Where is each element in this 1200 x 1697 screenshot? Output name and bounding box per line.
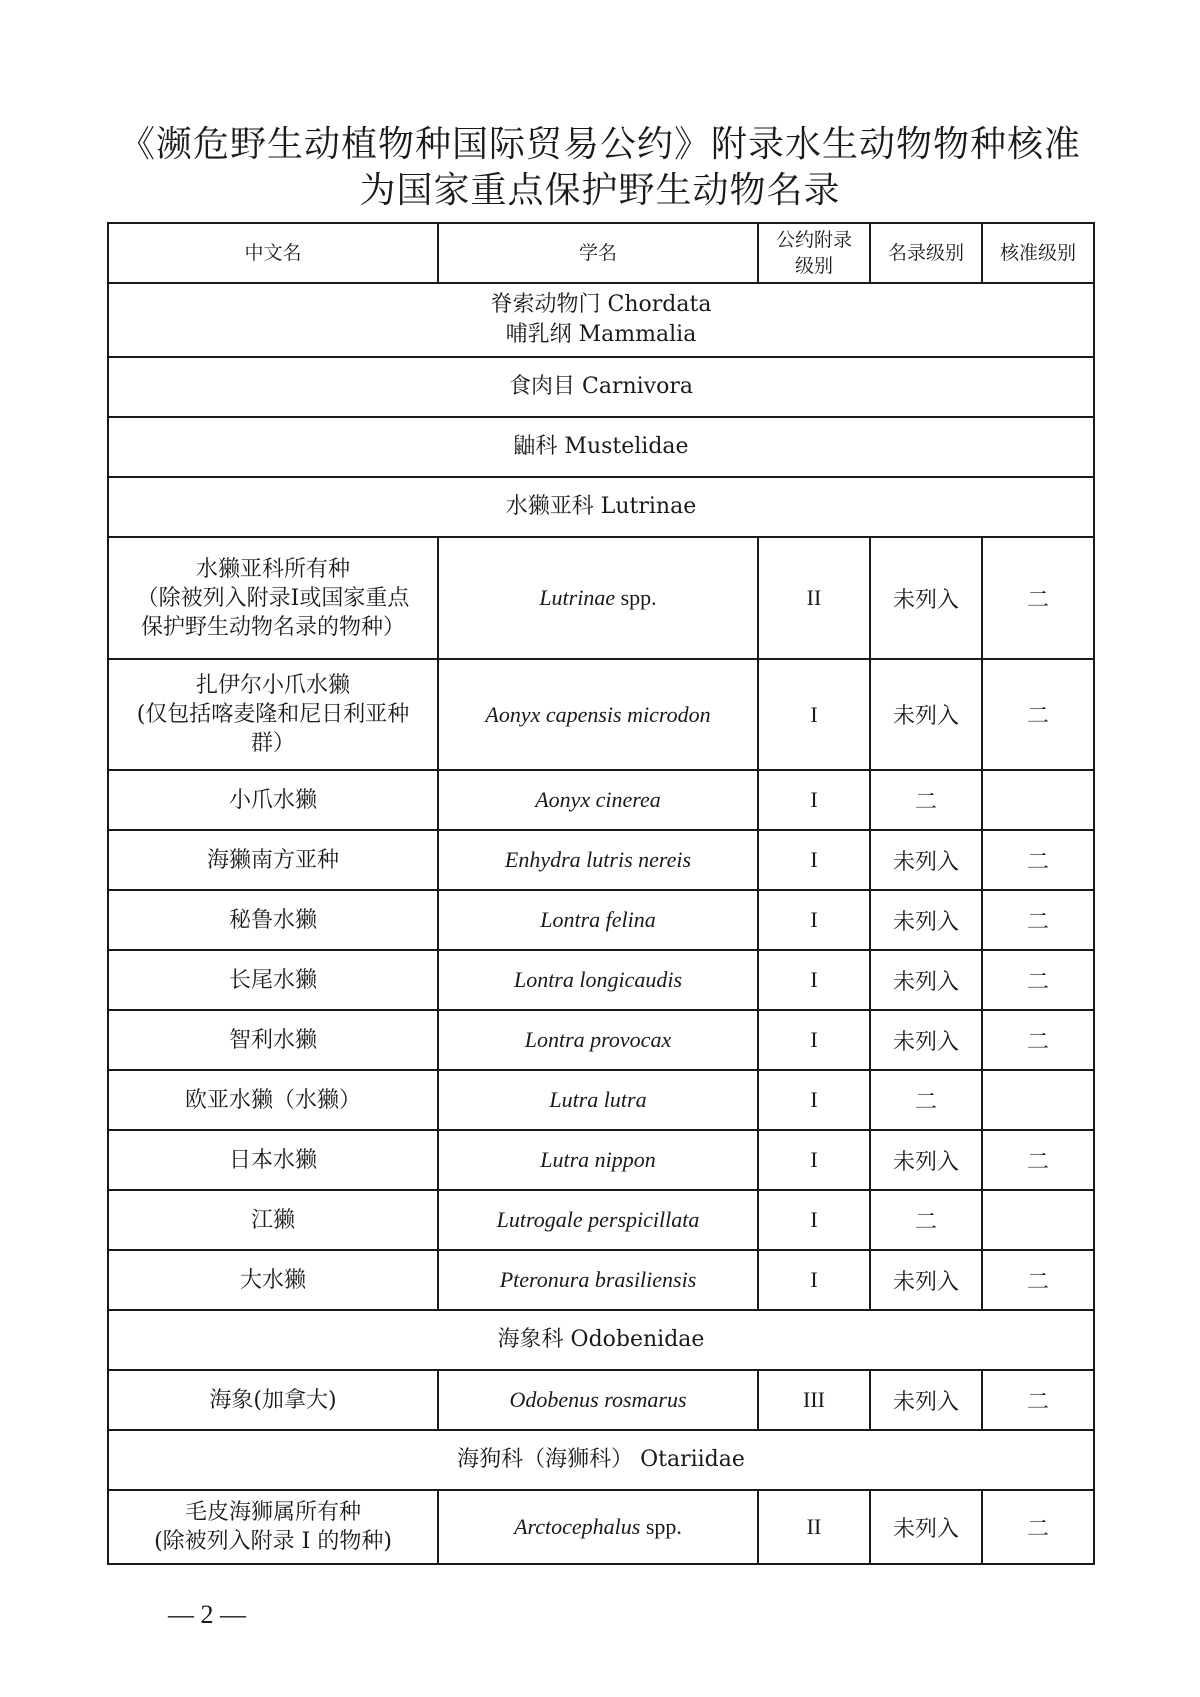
page-number: — 2 — [168, 1600, 246, 1629]
cell-cites-level: II [758, 537, 870, 659]
chinese-name-line: 长尾水獭 [228, 967, 317, 993]
chinese-name-line: 江獭 [250, 1207, 295, 1233]
cell-cites-level: I [758, 890, 870, 950]
scientific-name-text: Lutra lutra [549, 1087, 647, 1112]
chinese-name-line: (除被列入附录 I 的物种) [154, 1529, 392, 1554]
cell-approved-level: 二 [982, 830, 1094, 890]
cell-chinese-name [108, 830, 438, 890]
cell-scientific-name [438, 1490, 758, 1564]
table-row [108, 950, 1094, 1010]
cell-approved-level [982, 1190, 1094, 1250]
chinese-name-line: 海象(加拿大) [209, 1387, 337, 1413]
cell-approved-level: 二 [982, 1370, 1094, 1430]
table-row [108, 659, 1094, 770]
table-row [108, 1370, 1094, 1430]
scientific-name-text: Aonyx cinerea [535, 787, 661, 812]
cell-chinese-name [108, 1370, 438, 1430]
cell-approved-level: 二 [982, 1010, 1094, 1070]
scientific-name-suffix: spp. [640, 1514, 682, 1539]
cell-approved-level: 二 [982, 1250, 1094, 1310]
scientific-name-text: Lutrinae [539, 585, 616, 610]
scientific-name-text: Pteronura brasiliensis [499, 1267, 697, 1292]
cell-chinese-name [108, 537, 438, 659]
chinese-name-line: 日本水獭 [228, 1147, 317, 1173]
cell-chinese-name [108, 1490, 438, 1564]
cell-approved-level [982, 1070, 1094, 1130]
chinese-name-line: 大水獭 [239, 1267, 306, 1293]
table-row [108, 830, 1094, 890]
cell-list-level: 未列入 [870, 1490, 982, 1564]
group-row [108, 283, 1094, 357]
cell-list-level: 未列入 [870, 1370, 982, 1430]
cell-approved-level: 二 [982, 1490, 1094, 1564]
cell-chinese-name [108, 1130, 438, 1190]
cell-approved-level [982, 770, 1094, 830]
cell-list-level: 未列入 [870, 890, 982, 950]
header-approved-level: 核准级别 [982, 223, 1094, 283]
group-row [108, 417, 1094, 477]
header-cites-line-2: 级别 [794, 255, 833, 277]
cell-list-level: 未列入 [870, 830, 982, 890]
cell-chinese-name [108, 659, 438, 770]
cell-list-level: 未列入 [870, 659, 982, 770]
cell-chinese-name [108, 1190, 438, 1250]
group-family-otariidae: 海狗科（海狮科） Otariidae [108, 1430, 1094, 1490]
cell-scientific-name [438, 1070, 758, 1130]
chinese-name-line: 扎伊尔小爪水獭 [195, 673, 350, 698]
scientific-name-text: Lutra nippon [540, 1147, 656, 1172]
table-row [108, 1190, 1094, 1250]
cell-list-level: 二 [870, 1070, 982, 1130]
table-row [108, 1250, 1094, 1310]
group-family-mustelidae: 鼬科 Mustelidae [108, 417, 1094, 477]
cell-list-level: 二 [870, 1190, 982, 1250]
group-phylum: 脊索动物门 Chordata [490, 292, 712, 317]
cell-scientific-name [438, 950, 758, 1010]
cell-cites-level: I [758, 1190, 870, 1250]
scientific-name-text: Lontra longicaudis [513, 967, 683, 992]
scientific-name-text: Lutrogale perspicillata [496, 1207, 700, 1232]
chinese-name-line: 欧亚水獭（水獭） [184, 1087, 361, 1113]
chinese-name-line: 水獭亚科所有种 [195, 556, 350, 582]
header-scientific-name: 学名 [438, 223, 758, 283]
group-family-odobenidae: 海象科 Odobenidae [108, 1310, 1094, 1370]
group-phylum-class [108, 283, 1094, 357]
table-row [108, 770, 1094, 830]
cell-approved-level: 二 [982, 537, 1094, 659]
cell-cites-level: I [758, 1130, 870, 1190]
table-row [108, 1130, 1094, 1190]
header-row [108, 223, 1094, 283]
cell-list-level: 未列入 [870, 1130, 982, 1190]
group-subfamily-lutrinae: 水獭亚科 Lutrinae [108, 477, 1094, 537]
cell-scientific-name [438, 770, 758, 830]
scientific-name-suffix: spp. [615, 585, 657, 610]
cell-cites-level: III [758, 1370, 870, 1430]
scientific-name-text: Lontra provocax [524, 1027, 672, 1052]
cell-chinese-name [108, 950, 438, 1010]
cell-scientific-name [438, 659, 758, 770]
chinese-name-line: 海獭南方亚种 [206, 847, 339, 873]
header-cites-line-1: 公约附录 [775, 229, 852, 251]
cell-chinese-name [108, 1070, 438, 1130]
group-row [108, 1310, 1094, 1370]
cell-scientific-name [438, 1130, 758, 1190]
title-line-1: 《濒危野生动植物种国际贸易公约》附录水生动物物种核准 [118, 124, 1081, 165]
cell-cites-level: I [758, 770, 870, 830]
chinese-name-line: 小爪水獭 [228, 787, 317, 813]
cell-scientific-name [438, 1250, 758, 1310]
table-row [108, 1070, 1094, 1130]
chinese-name-line: 毛皮海狮属所有种 [184, 1500, 361, 1525]
cell-list-level: 未列入 [870, 950, 982, 1010]
group-row [108, 477, 1094, 537]
cell-approved-level: 二 [982, 1130, 1094, 1190]
cell-approved-level: 二 [982, 950, 1094, 1010]
cell-cites-level: I [758, 830, 870, 890]
cell-list-level: 未列入 [870, 1250, 982, 1310]
cell-approved-level: 二 [982, 659, 1094, 770]
cell-cites-level: I [758, 1010, 870, 1070]
scientific-name-text: Odobenus rosmarus [509, 1387, 687, 1412]
header-cites-level [758, 223, 870, 283]
cell-chinese-name [108, 1010, 438, 1070]
table-row [108, 890, 1094, 950]
table-row [108, 1010, 1094, 1070]
cell-approved-level: 二 [982, 890, 1094, 950]
cell-list-level: 二 [870, 770, 982, 830]
header-list-level: 名录级别 [870, 223, 982, 283]
cell-list-level: 未列入 [870, 537, 982, 659]
cell-scientific-name [438, 537, 758, 659]
group-class: 哺乳纲 Mammalia [505, 322, 697, 347]
chinese-name-line: （除被列入附录I或国家重点 [136, 585, 410, 611]
cell-list-level: 未列入 [870, 1010, 982, 1070]
scientific-name-text: Lontra felina [540, 907, 656, 932]
document-title [100, 122, 1100, 214]
scientific-name-text: Aonyx capensis microdon [485, 701, 711, 727]
cell-scientific-name [438, 890, 758, 950]
scientific-name-text: Arctocephalus [514, 1514, 641, 1539]
header-chinese-name: 中文名 [108, 223, 438, 283]
cell-chinese-name [108, 1250, 438, 1310]
chinese-name-line: 保护野生动物名录的物种） [140, 614, 405, 640]
cell-chinese-name [108, 890, 438, 950]
cell-cites-level: I [758, 950, 870, 1010]
table-row [108, 1490, 1094, 1564]
scientific-name-text: Enhydra lutris nereis [504, 847, 692, 872]
chinese-name-line: 智利水獭 [228, 1027, 317, 1053]
chinese-name-line: 群） [250, 731, 295, 756]
cell-scientific-name [438, 1010, 758, 1070]
group-row [108, 1430, 1094, 1490]
cell-cites-level: I [758, 1070, 870, 1130]
species-table [107, 222, 1095, 1565]
cell-scientific-name [438, 1190, 758, 1250]
cell-cites-level: I [758, 659, 870, 770]
table-row [108, 537, 1094, 659]
cell-chinese-name [108, 770, 438, 830]
group-row [108, 357, 1094, 417]
cell-scientific-name [438, 1370, 758, 1430]
cell-cites-level: I [758, 1250, 870, 1310]
group-order: 食肉目 Carnivora [108, 357, 1094, 417]
cell-cites-level: II [758, 1490, 870, 1564]
cell-scientific-name [438, 830, 758, 890]
title-line-2: 为国家重点保护野生动物名录 [359, 170, 841, 211]
chinese-name-line: 秘鲁水獭 [228, 907, 317, 933]
chinese-name-line: (仅包括喀麦隆和尼日利亚种 [136, 702, 410, 727]
